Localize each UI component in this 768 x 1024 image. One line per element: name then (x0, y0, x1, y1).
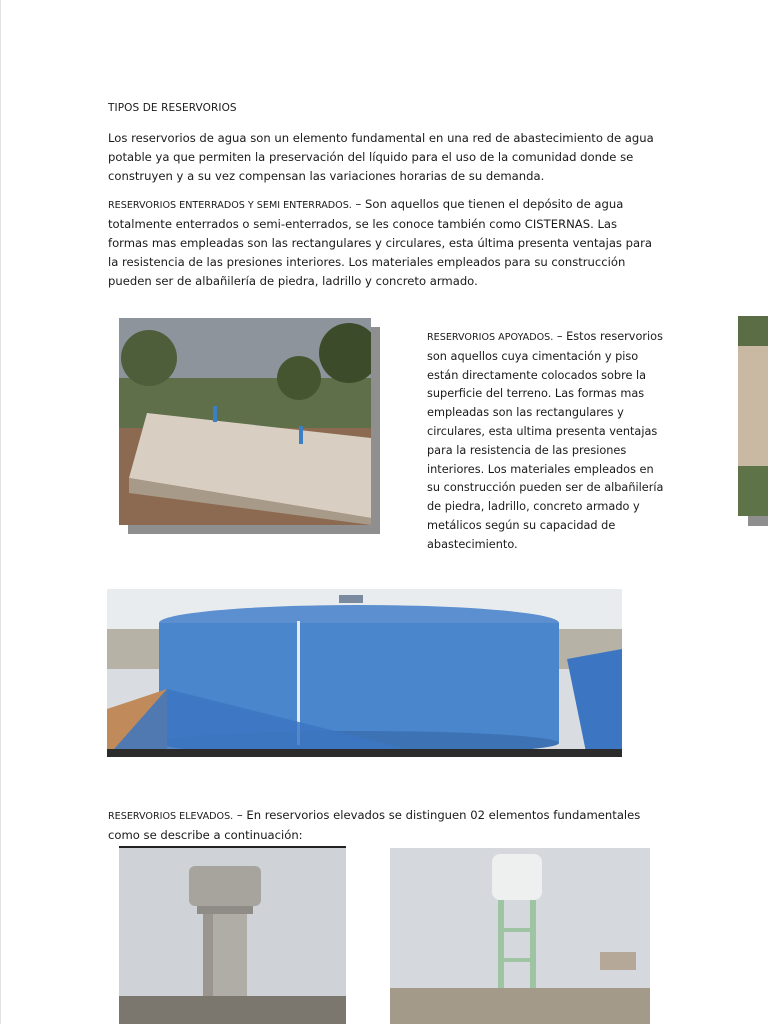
photo-ground-tank (119, 318, 371, 525)
elevados-paragraph (108, 806, 660, 845)
photo-edge-partial (738, 316, 768, 516)
enterrados-paragraph (108, 195, 660, 291)
photo-slender-tower (390, 848, 650, 1024)
elevados-title: RESERVORIOS ELEVADOS. (108, 811, 234, 822)
enterrados-text: – Son aquellos que tienen el depósito de agua totalmente enterrados o semi-enterrados, se les conoce también como CISTERNAS. Las formas mas empleadas son las rectangulares y circulares, esta última presenta ventajas para la resistencia de las presiones interiores. Los materiales empleados para su construcción pueden ser de albañilería de piedra, ladrillo y concreto armado. (108, 197, 652, 288)
apoyados-text: – Estos reservorios son aquellos cuya cimentación y piso están directamente colocados sobre la superficie del terreno. Las formas mas empleadas son las rectangulares y circulares, esta ultima presenta ventajas para la resistencia de las presiones interiores. Los materiales empleados en su construcción pueden ser de albañilería de piedra, ladrillo, concreto armado y metálicos según su capacidad de abastecimiento. (427, 330, 664, 551)
intro-paragraph: Los reservorios de agua son un elemento fundamental en una red de abastecimiento de agua potable ya que permiten la preservación del líquido para el uso de la comunidad donde se construyen y a su vez compensan las variaciones horarias de su demanda. (108, 131, 654, 183)
page-edge (0, 0, 1, 1024)
section-heading: TIPOS DE RESERVORIOS (108, 102, 237, 114)
apoyados-paragraph (427, 328, 667, 555)
photo-blue-tank (107, 589, 622, 757)
elevados-text: – En reservorios elevados se distinguen 02 elementos fundamentales como se describe a continuación: (108, 808, 641, 842)
enterrados-title: RESERVORIOS ENTERRADOS Y SEMI ENTERRADOS. (108, 200, 352, 211)
photo-concrete-tower (119, 846, 346, 1024)
apoyados-title: RESERVORIOS APOYADOS. (427, 332, 554, 343)
